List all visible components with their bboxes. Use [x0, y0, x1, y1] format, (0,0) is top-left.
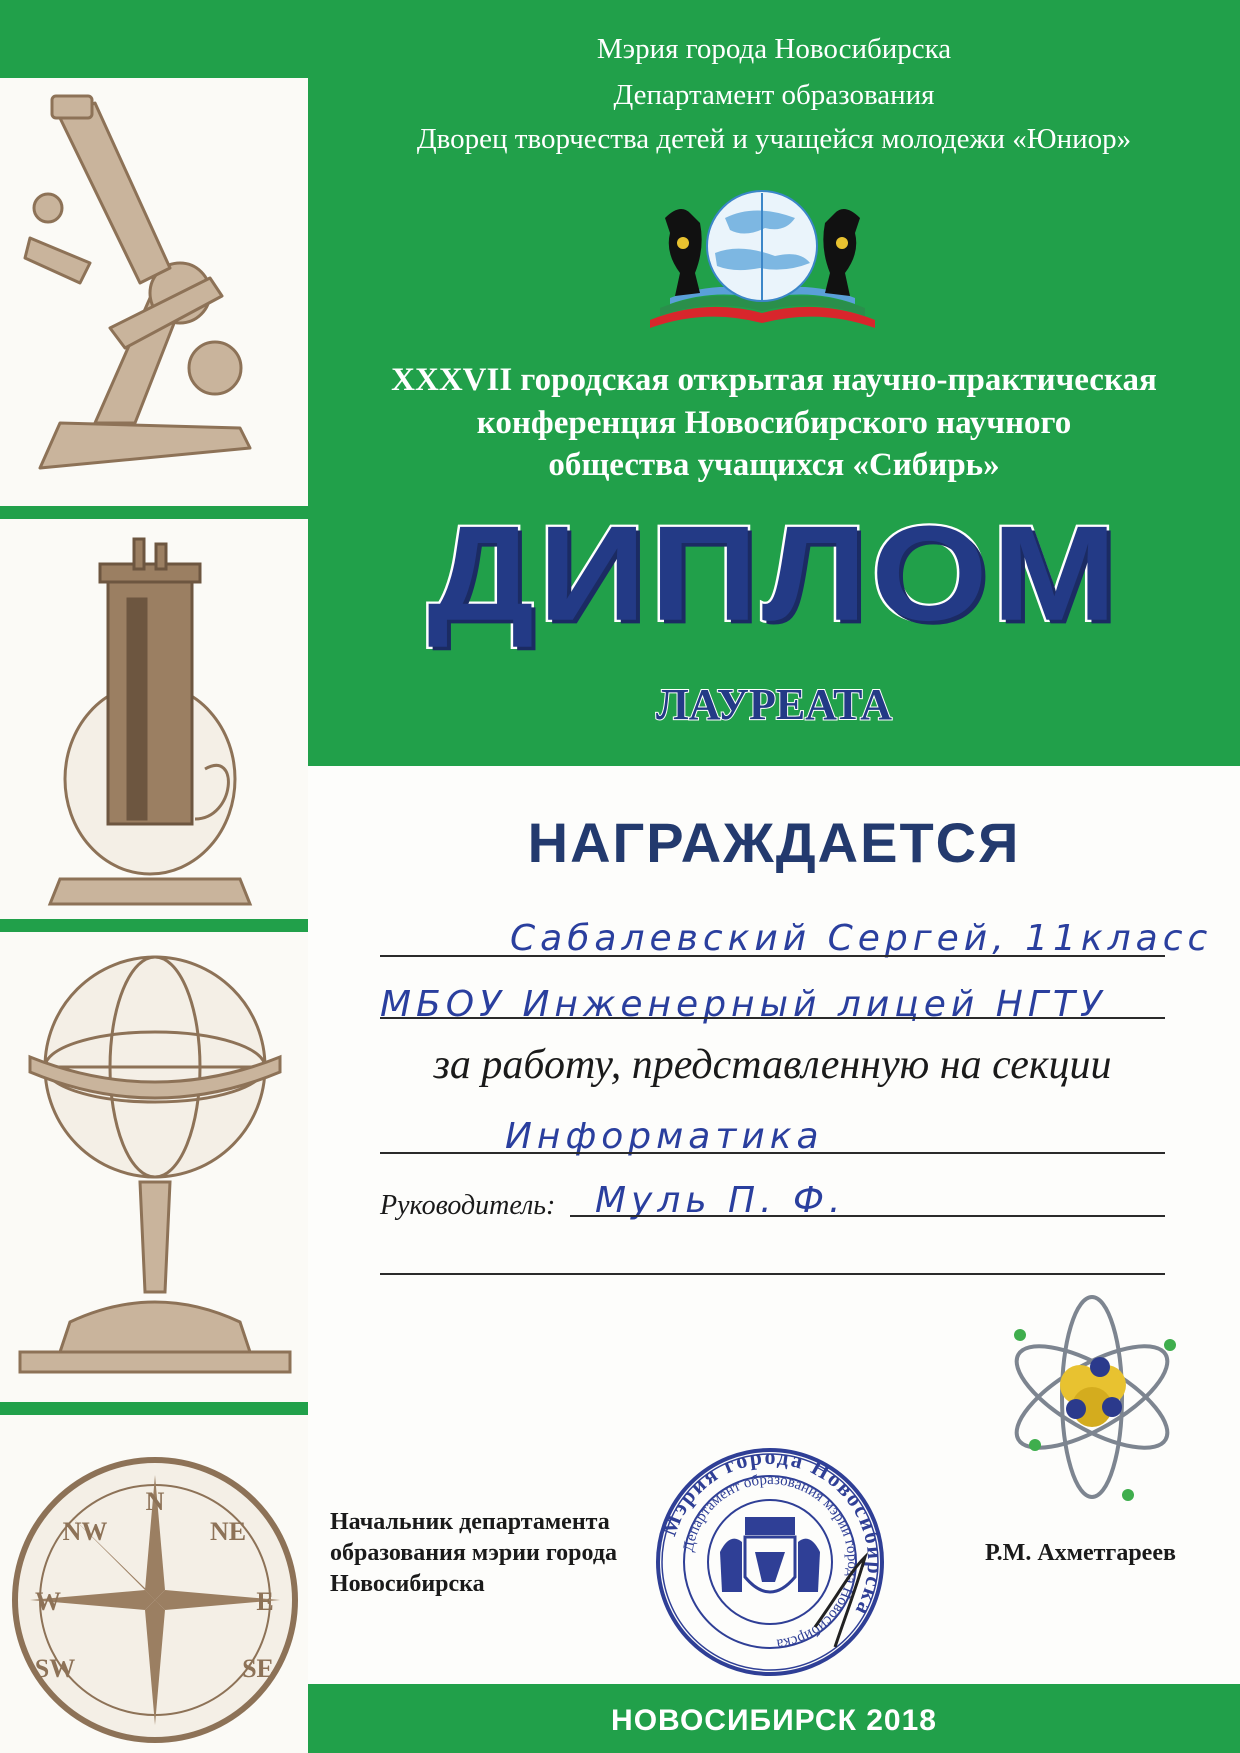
header-city-hall: Мэрия города Новосибирска [596, 33, 952, 65]
svg-text:SW: SW [34, 1654, 76, 1683]
microscope-icon [0, 78, 308, 506]
side-panel-compass [0, 1415, 308, 1753]
side-panel-cell [0, 519, 308, 919]
globe-icon [0, 932, 308, 1402]
header-department: Департамент образования [613, 79, 935, 111]
recipient-school: МБОУ Инженерный лицей НГТУ [380, 984, 1107, 1025]
atom-icon [1000, 1285, 1185, 1510]
footer-city-year: НОВОСИБИРСК 2018 [611, 1704, 937, 1737]
laureate-subtitle: ЛАУРЕАТА [655, 680, 893, 729]
seal-inner-text: Департамент образования мэрии города Новосибирска [680, 1471, 861, 1652]
signatory-position-line-1: Начальник департамента [330, 1509, 610, 1535]
signatory-name: Р.М. Ахметгареев [985, 1540, 1176, 1566]
header-palace: Дворец творчества детей и учащейся молодежи «Юниор» [416, 123, 1132, 155]
compass-rose-icon [0, 1415, 308, 1753]
svg-text:N: N [145, 1487, 165, 1516]
section-underline [380, 1152, 1165, 1154]
signatory-position-line-3: Новосибирска [330, 1571, 485, 1597]
signatory-position-line-2: образования мэрии города [330, 1540, 617, 1566]
svg-text:E: E [256, 1587, 274, 1616]
seal-outer-text: Мэрия города Новосибирска [655, 1443, 889, 1622]
svg-text:SE: SE [242, 1654, 274, 1683]
supervisor-name: Муль П. Ф. [595, 1180, 846, 1221]
side-divider-1 [0, 506, 308, 519]
conference-line-2: конференция Новосибирского научного [476, 405, 1072, 441]
side-panel-microscope [0, 78, 308, 506]
galvanic-cell-icon [0, 519, 308, 919]
supervisor-caption: Руководитель: [380, 1190, 556, 1221]
official-seal-icon [650, 1442, 890, 1682]
name-underline [380, 955, 1165, 957]
side-panel-globe [0, 932, 308, 1402]
blank-underline [380, 1273, 1165, 1275]
svg-text:NE: NE [209, 1517, 247, 1546]
side-divider-2 [0, 919, 308, 932]
side-divider-3 [0, 1402, 308, 1415]
conference-line-1: XXXVII городская открытая научно-практическая [391, 362, 1157, 398]
school-underline [380, 1017, 1165, 1019]
signatory-position [330, 1507, 617, 1600]
supervisor-underline [570, 1215, 1165, 1217]
conference-line-3: общества учащихся «Сибирь» [548, 447, 1000, 483]
awarded-heading: НАГРАЖДАЕТСЯ [527, 811, 1021, 874]
svg-text:NW: NW [62, 1517, 108, 1546]
recipient-name: Сабалевский Сергей, 11класс [510, 918, 1213, 959]
svg-text:W: W [35, 1587, 61, 1616]
section-name: Информатика [505, 1116, 824, 1157]
section-caption: за работу, представленную на секции [433, 1042, 1112, 1088]
diploma-title: ДИПЛОМ [427, 497, 1121, 649]
city-emblem-icon [645, 188, 880, 333]
